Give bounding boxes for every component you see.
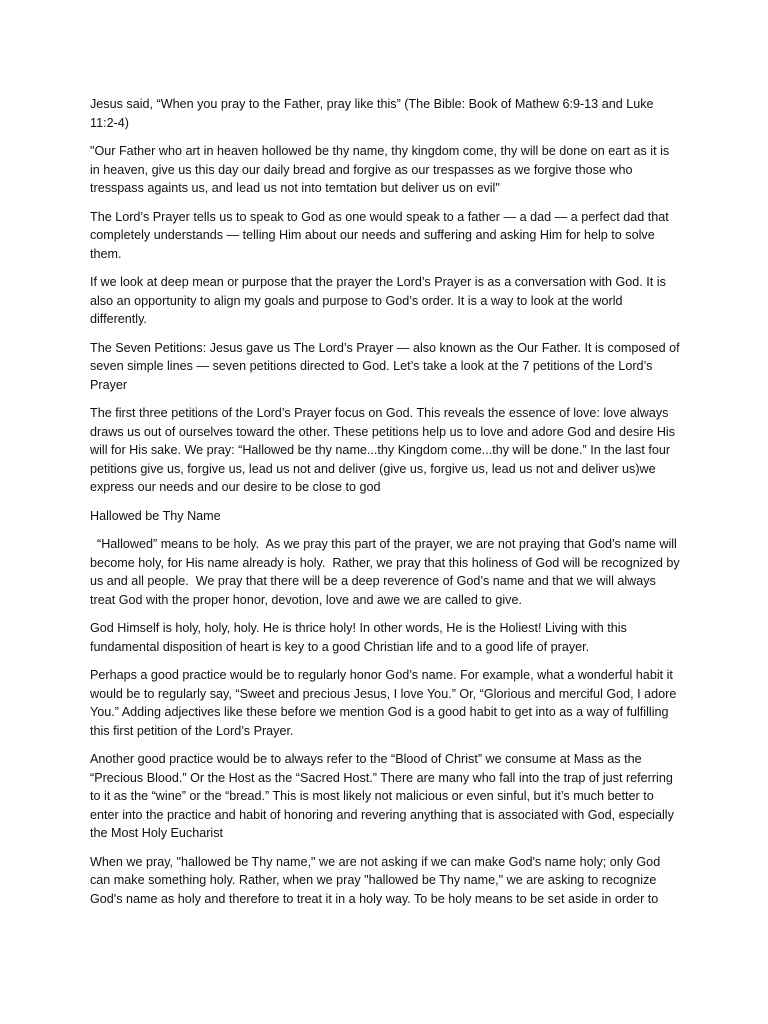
paragraph-precious-blood: Another good practice would be to always refer to the “Blood of Christ” we consume at Mass as the “Precious Blood.” Or the Host as the “Sacred Host.” There are many who fall into the trap of just referring to it as the “wine” or the “bread.” This is most likely not malicious or even sinful, but it’s much better to enter into the practice and habit of honoring and revering anything that is associated with God, especially the Most Holy Eucharist <box>90 752 674 840</box>
paragraph-god-is-holy: God Himself is holy, holy, holy. He is thrice holy! In other words, He is the Holiest! Living with this fundamental disposition of heart is key to a good Christian life and to a good life of prayer. <box>90 621 627 654</box>
paragraph-speak-to-god: The Lord’s Prayer tells us to speak to God as one would speak to a father — a dad — a perfect dad that completely understands — telling Him about our needs and suffering and asking Him for help to solve them. <box>90 209 669 261</box>
paragraph-hallowed-meaning: “Hallowed” means to be holy. As we pray this part of the prayer, we are not praying that God’s name will become holy, for His name already is holy. Rather, we pray that this holiness of God will be recognized by us and all people. We pray that there will be a deep reverence of God’s name and that we will always treat God with the proper honor, devotion, love and awe we are called to give. <box>90 537 684 607</box>
paragraph-when-we-pray: When we pray, "hallowed be Thy name," we are not asking if we can make God's name holy; only God can make something holy. Rather, when we pray "hallowed be Thy name," we are asking to recognize God's name as holy and therefore to treat it in a holy way. To be holy means to be set aside in order to <box>90 854 661 906</box>
paragraph-seven-petitions: The Seven Petitions: Jesus gave us The Lord’s Prayer — also known as the Our Father. It is composed of seven simple lines — seven petitions directed to God. Let’s take a look at the 7 petitions of the Lord’s Prayer <box>90 340 680 392</box>
paragraph-good-practice-honor: Perhaps a good practice would be to regularly honor God’s name. For example, what a wonderful habit it would be to regularly say, “Sweet and precious Jesus, I love You.” Or, “Glorious and merciful God, I adore You.” Adding adjectives like these before we mention God is a good habit to get into as a way of fulfilling this first petition of the Lord’s Prayer. <box>90 668 677 738</box>
document-body <box>90 95 684 918</box>
intro-quote-reference: Jesus said, “When you pray to the Father, pray like this” (The Bible: Book of Mathew 6:9-13 and Luke 11:2-4) <box>90 97 654 130</box>
section-heading-hallowed: Hallowed be Thy Name <box>90 508 221 523</box>
paragraph-deep-meaning: If we look at deep mean or purpose that the prayer the Lord’s Prayer is as a conversation with God. It is also an opportunity to align my goals and purpose to God’s order. It is a way to look at the world differently. <box>90 275 666 326</box>
paragraph-first-three-petitions: The first three petitions of the Lord’s Prayer focus on God. This reveals the essence of love: love always draws us out of ourselves toward the other. These petitions help us to love and adore God and desire His will for His sake. We pray: “Hallowed be thy name...thy Kingdom come...thy will be done.” In the last four petitions give us, forgive us, lead us not and deliver (give us, forgive us, lead us not and deliver us)we express our needs and our desire to be close to god <box>90 406 676 494</box>
our-father-prayer-text: "Our Father who art in heaven hollowed be thy name, thy kingdom come, thy will be done on eart as it is in heaven, give us this day our daily bread and forgive as our trespasses as we forgive those who tresspass againts us, and lead us not into temtation but deliver us on evil" <box>90 144 670 195</box>
